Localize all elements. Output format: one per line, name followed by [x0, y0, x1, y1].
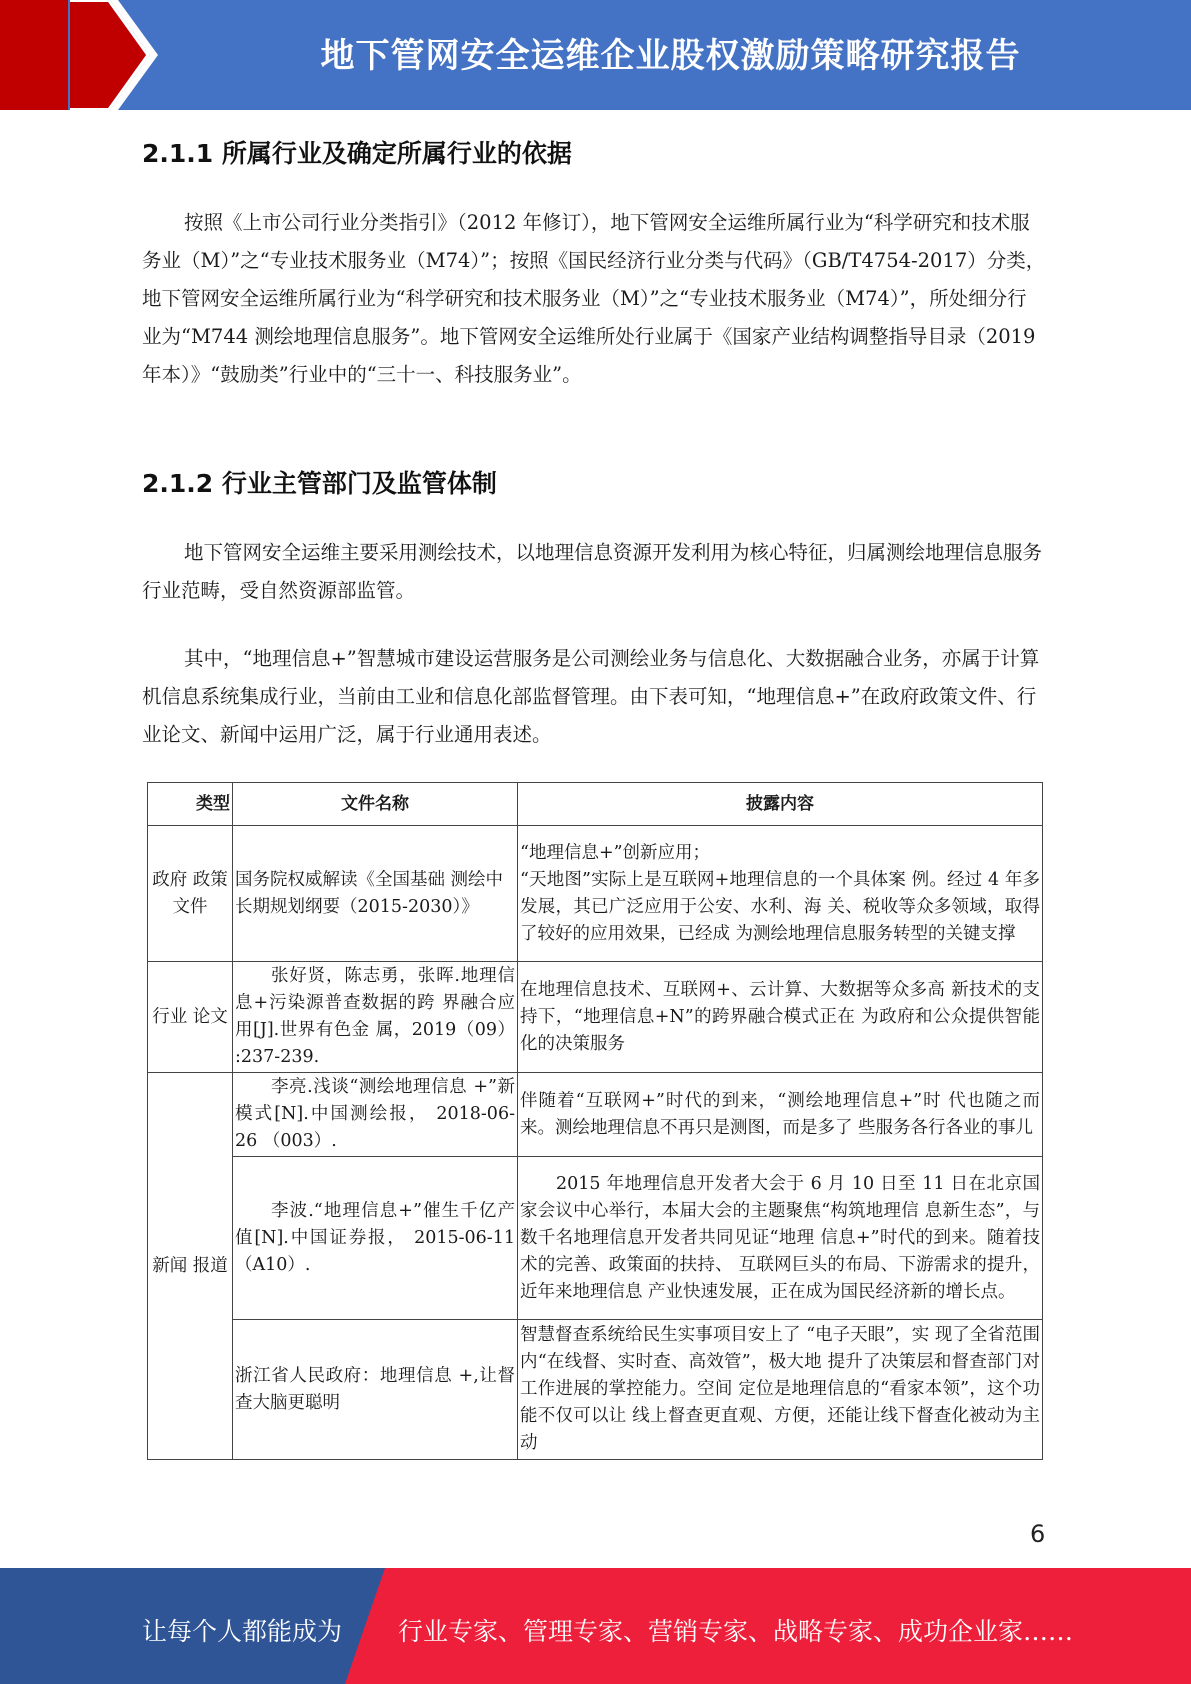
paragraph-geo-info-plus: 其中，“地理信息+”智慧城市建设运营服务是公司测绘业务与信息化、大数据融合业务，亦属于计算机信息系统集成行业，当前由工业和信息化部监督管理。由下表可知，“地理信息+”在政府政策文件、行业论文、新闻中运用广泛，属于行业通用表述。	[142, 647, 1040, 746]
table-cell-content: 2015 年地理信息开发者大会于 6 月 10 日至 11 日在北京国家会议中心举行，本届大会的主题聚焦“构筑地理信 息新生态”，与数千名地理信息开发者共同见证“地理 信息+”时代的到来。随着技术的完善、政策面的扶持、 互联网巨头的布局、下游需求的提升，近年来地理信息 产业快速发展，正在成为国民经济新的增长点。	[518, 1157, 1043, 1320]
page-number: 6	[1030, 1520, 1046, 1548]
table-cell-type: 新闻 报道	[148, 1073, 233, 1460]
table-cell-type: 政府 政策 文件	[148, 826, 233, 962]
table-cell-name: 张好贤，陈志勇，张晖.地理信息+污染源普查数据的跨 界融合应用[J].世界有色金 属，2019（09） :237-239.	[233, 962, 518, 1073]
footer-slogan-left: 让每个人都能成为	[142, 1617, 343, 1646]
usage-table	[147, 782, 1043, 1460]
page-title: 地下管网安全运维企业股权激励策略研究报告	[320, 36, 1021, 76]
table-cell-name: 浙江省人民政府：地理信息 +,让督查大脑更聪明	[233, 1320, 518, 1460]
table-cell-name: 李波.“地理信息+”催生千亿产值[N].中国证券报， 2015-06-11（A10）.	[233, 1157, 518, 1320]
header-chevron-icon	[70, 0, 160, 110]
table-cell-content: 伴随着“互联网+”时代的到来，“测绘地理信息+”时 代也随之而来。测绘地理信息不再只是测图，而是多了 些服务各行各业的事儿	[518, 1073, 1043, 1157]
footer-slogan-right: 行业专家、管理专家、营销专家、战略专家、成功企业家……	[398, 1617, 1074, 1646]
table-row	[148, 1157, 1043, 1320]
table-row	[148, 1320, 1043, 1460]
table-cell-content: “地理信息+”创新应用； “天地图”实际上是互联网+地理信息的一个具体案 例。经过 4 年多发展，其已广泛应用于公安、水利、海 关、税收等众多领域，取得了较好的应用效果，已经成 为测绘地理信息服务转型的关键支撑	[518, 826, 1043, 962]
table-cell-name: 国务院权威解读《全国基础 测绘中长期规划纲要（2015-2030）》	[233, 826, 518, 962]
table-header-row	[148, 783, 1043, 826]
table-header-name: 文件名称	[233, 783, 518, 826]
section-heading-2-1-2: 2.1.2 行业主管部门及监管体制	[142, 469, 497, 498]
table-cell-content: 在地理信息技术、互联网+、云计算、大数据等众多高 新技术的支持下，“地理信息+N”的跨界融合模式正在 为政府和公众提供智能化的决策服务	[518, 962, 1043, 1073]
table-row	[148, 962, 1043, 1073]
table-row	[148, 826, 1043, 962]
table-cell-type: 行业 论文	[148, 962, 233, 1073]
page-header	[0, 0, 1191, 110]
table-cell-name: 李亮.浅谈“测绘地理信息 +”新模式[N].中国测绘报， 2018-06-26 （003）.	[233, 1073, 518, 1157]
footer-blue-slant	[345, 1568, 385, 1684]
table-row	[148, 1073, 1043, 1157]
table-header-content: 披露内容	[518, 783, 1043, 826]
paragraph-industry-classification: 按照《上市公司行业分类指引》（2012 年修订），地下管网安全运维所属行业为“科学研究和技术服务业（M）”之“专业技术服务业（M74）”；按照《国民经济行业分类与代码》（GB/T4754-2017）分类，地下管网安全运维所属行业为“科学研究和技术服务业（M）”之“专业技术服务业（M74）”，所处细分行业为“M744 测绘地理信息服务”。地下管网安全运维所处行业属于《国家产业结构调整指导目录（2019 年本）》“鼓励类”行业中的“三十一、科技服务业”。	[142, 211, 1046, 386]
header-red-block	[0, 0, 68, 110]
page-footer	[0, 1568, 1191, 1684]
paragraph-regulator: 地下管网安全运维主要采用测绘技术，以地理信息资源开发利用为核心特征，归属测绘地理信息服务行业范畴，受自然资源部监管。	[142, 541, 1043, 602]
section-heading-2-1-1: 2.1.1 所属行业及确定所属行业的依据	[142, 139, 572, 168]
table-cell-content: 智慧督查系统给民生实事项目安上了 “电子天眼”，实 现了全省范围内“在线督、实时查、高效管”，极大地 提升了决策层和督查部门对工作进展的掌控能力。空间 定位是地理信息的“看家本领”，这个功能不仅可以让 线上督查更直观、方便，还能让线下督查化被动为主动	[518, 1320, 1043, 1460]
table-header-type: 类型	[148, 783, 233, 826]
